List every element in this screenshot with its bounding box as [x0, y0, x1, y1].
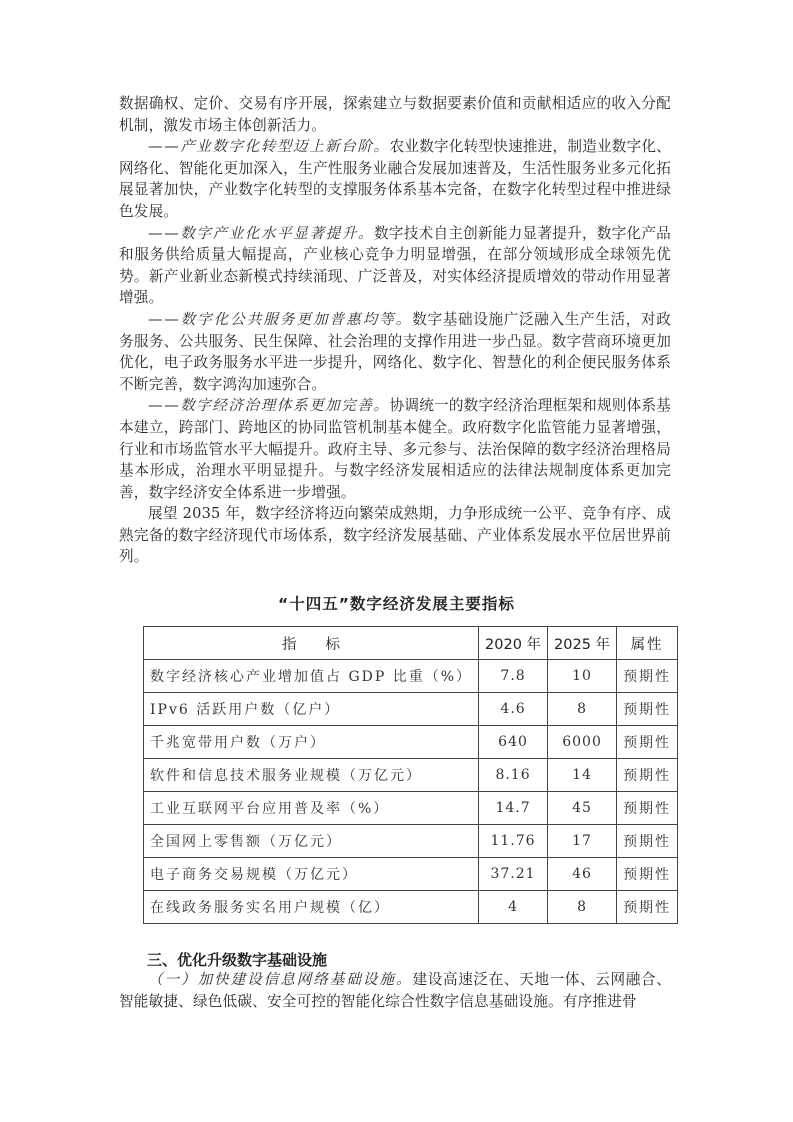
paragraph-lead: ——数字化公共服务更加普惠均等。: [148, 310, 413, 328]
value-2025: 17: [548, 825, 617, 858]
value-2025: 8: [548, 693, 617, 726]
value-2020: 4.6: [479, 693, 548, 726]
section-body: [119, 969, 671, 1012]
attribute: 预期性: [617, 891, 678, 924]
paragraph-text: 展望 2035 年，数字经济将迈向繁荣成熟期，力争形成统一公平、竞争有序、成熟完备的数字经济现代市场体系，数字经济发展基础、产业体系发展水平位居世界前列。: [119, 505, 671, 566]
indicators-table: [143, 626, 678, 924]
paragraph-digital-industrialization: [119, 223, 671, 309]
attribute: 预期性: [617, 693, 678, 726]
section-heading: 三、优化升级数字基础设施: [147, 951, 328, 969]
paragraph-text: 数据确权、定价、交易有序开展，探索建立与数据要素价值和贡献相适应的收入分配机制，激发市场主体创新活力。: [119, 95, 671, 134]
header-2020: 2020 年: [479, 627, 548, 660]
value-2025: 14: [548, 759, 617, 792]
value-2025: 45: [548, 792, 617, 825]
paragraph-text: 建设高速泛在、天地一体、云网融合、智能敏捷、绿色低碳、安全可控的智能化综合性数字信息基础设施。有序推进骨: [119, 971, 671, 1010]
table-header-row: [144, 627, 678, 660]
table-title: “十四五”数字经济发展主要指标: [278, 595, 515, 613]
paragraph-lead: ——数字产业化水平显著提升。: [148, 224, 375, 242]
header-attribute: 属性: [617, 627, 678, 660]
indicator-name: 电子商务交易规模（万亿元）: [144, 858, 479, 891]
paragraph-network-infrastructure: [119, 969, 671, 1012]
attribute: 预期性: [617, 858, 678, 891]
value-2020: 7.8: [479, 660, 548, 693]
paragraph-text: 农业数字化转型快速推进，制造业数字化、网络化、智能化更加深入，生产性服务业融合发展加速普及，生活性服务业多元化拓展显著加快，产业数字化转型的支撑服务体系基本完备，在数字化转型过程中推进绿色发展。: [119, 138, 671, 220]
table-row: [144, 759, 678, 792]
value-2020: 37.21: [479, 858, 548, 891]
value-2025: 6000: [548, 726, 617, 759]
attribute: 预期性: [617, 825, 678, 858]
paragraph-lead: ——数字经济治理体系更加完善。: [148, 397, 390, 415]
table-row: [144, 858, 678, 891]
attribute: 预期性: [617, 660, 678, 693]
attribute: 预期性: [617, 759, 678, 792]
attribute: 预期性: [617, 726, 678, 759]
value-2020: 640: [479, 726, 548, 759]
value-2020: 14.7: [479, 792, 548, 825]
indicator-name: 全国网上零售额（万亿元）: [144, 825, 479, 858]
table-row: [144, 825, 678, 858]
body-text: [119, 93, 671, 568]
paragraph-industrial-digitalization: [119, 136, 671, 222]
paragraph-data-rights: [119, 93, 671, 136]
paragraph-lead: ——产业数字化转型迈上新台阶。: [148, 138, 390, 156]
subsection-lead: （一）加快建设信息网络基础设施。: [148, 971, 413, 988]
table-row: [144, 792, 678, 825]
paragraph-outlook-2035: [119, 503, 671, 568]
value-2020: 4: [479, 891, 548, 924]
value-2025: 8: [548, 891, 617, 924]
paragraph-public-services: [119, 309, 671, 395]
indicator-name: 在线政务服务实名用户规模（亿）: [144, 891, 479, 924]
paragraph-governance: [119, 395, 671, 503]
header-2025: 2025 年: [548, 627, 617, 660]
value-2025: 46: [548, 858, 617, 891]
value-2020: 8.16: [479, 759, 548, 792]
paragraph-text: 数字基础设施广泛融入生产生活，对政务服务、公共服务、民生保障、社会治理的支撑作用进一步凸显。数字营商环境更加优化，电子政务服务水平进一步提升，网络化、数字化、智慧化的利企便民服务体系不断完善，数字鸿沟加速弥合。: [119, 310, 671, 393]
header-indicator: 指 标: [144, 627, 479, 660]
attribute: 预期性: [617, 792, 678, 825]
table-row: [144, 660, 678, 693]
indicator-name: 工业互联网平台应用普及率（%）: [144, 792, 479, 825]
indicator-name: 数字经济核心产业增加值占 GDP 比重（%）: [144, 660, 479, 693]
indicator-name: 千兆宽带用户数（万户）: [144, 726, 479, 759]
table-row: [144, 693, 678, 726]
indicator-name: IPv6 活跃用户数（亿户）: [144, 693, 479, 726]
paragraph-text: 协调统一的数字经济治理框架和规则体系基本建立，跨部门、跨地区的协同监管机制基本健全。政府数字化监管能力显著增强，行业和市场监管水平大幅提升。政府主导、多元参与、法治保障的数字经济治理格局基本形成，治理水平明显提升。与数字经济发展相适应的法律法规制度体系更加完善，数字经济安全体系进一步增强。: [119, 397, 671, 501]
value-2025: 10: [548, 660, 617, 693]
table-row: [144, 726, 678, 759]
paragraph-text: 数字技术自主创新能力显著提升，数字化产品和服务供给质量大幅提高，产业核心竞争力明显增强，在部分领域形成全球领先优势。新产业新业态新模式持续涌现、广泛普及，对实体经济提质增效的带动作用显著增强。: [119, 224, 671, 307]
value-2020: 11.76: [479, 825, 548, 858]
indicator-name: 软件和信息技术服务业规模（万亿元）: [144, 759, 479, 792]
table-row: [144, 891, 678, 924]
